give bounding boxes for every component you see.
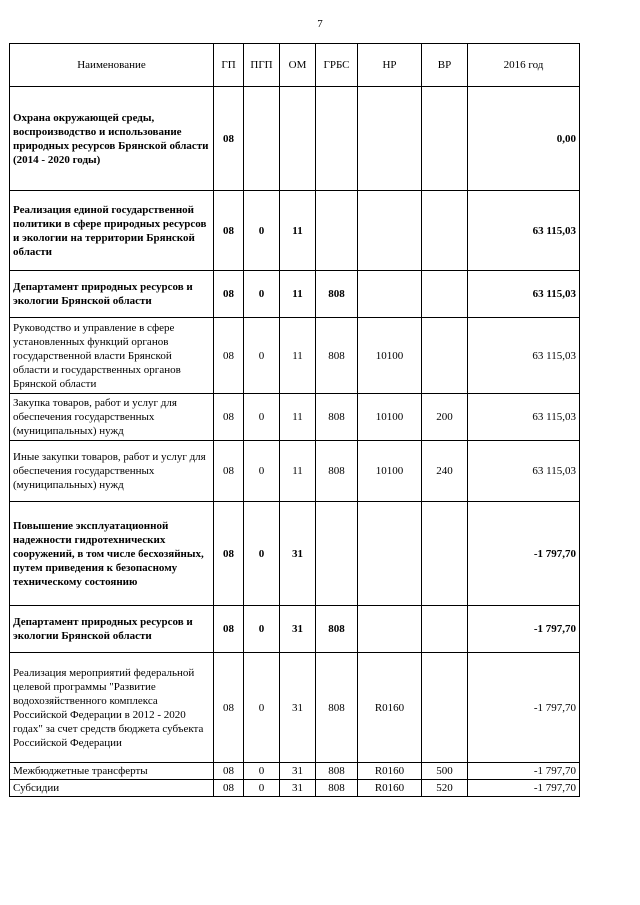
row-name: Департамент природных ресурсов и экологии Брянской области [10,606,214,653]
table-row [10,271,580,318]
table-row [10,780,580,797]
row-gp: 08 [214,394,244,441]
row-grbs [316,191,358,271]
row-grbs: 808 [316,441,358,502]
row-nr [358,502,422,606]
row-name: Субсидии [10,780,214,797]
row-amount: 63 115,03 [468,191,580,271]
row-pgp: 0 [244,441,280,502]
row-grbs: 808 [316,394,358,441]
row-amount: 63 115,03 [468,318,580,394]
row-name: Реализация мероприятий федеральной целевой программы "Развитие водохозяйственного комплекса Российской Федерации в 2012 - 2020 годах" за счет средств бюджета субъекта Российской Федерации [10,653,214,763]
header-name: Наименование [10,44,214,87]
row-gp: 08 [214,271,244,318]
row-name: Закупка товаров, работ и услуг для обеспечения государственных (муниципальных) нужд [10,394,214,441]
header-year: 2016 год [468,44,580,87]
row-amount: 63 115,03 [468,394,580,441]
row-gp: 08 [214,780,244,797]
table-row [10,318,580,394]
row-vr: 520 [422,780,468,797]
row-nr: 10100 [358,318,422,394]
row-name: Межбюджетные трансферты [10,763,214,780]
row-vr: 200 [422,394,468,441]
row-pgp: 0 [244,780,280,797]
row-amount: -1 797,70 [468,780,580,797]
row-vr: 500 [422,763,468,780]
row-name: Иные закупки товаров, работ и услуг для обеспечения государственных (муниципальных) нужд [10,441,214,502]
row-vr [422,271,468,318]
table-row [10,606,580,653]
row-om: 31 [280,763,316,780]
row-nr [358,191,422,271]
header-pgp: ПГП [244,44,280,87]
table-row [10,394,580,441]
row-grbs: 808 [316,763,358,780]
row-grbs: 808 [316,318,358,394]
row-gp: 08 [214,191,244,271]
table-row [10,653,580,763]
row-om: 31 [280,502,316,606]
row-amount: 63 115,03 [468,441,580,502]
row-grbs: 808 [316,271,358,318]
header-vr: ВР [422,44,468,87]
row-pgp: 0 [244,318,280,394]
row-gp: 08 [214,502,244,606]
row-name: Руководство и управление в сфере установленных функций органов государственной власти Брянской области и государственных органов Брянской области [10,318,214,394]
row-grbs: 808 [316,780,358,797]
page-number: 7 [317,18,323,30]
row-pgp: 0 [244,271,280,318]
row-om [280,87,316,191]
row-gp: 08 [214,763,244,780]
table-row [10,191,580,271]
row-amount: -1 797,70 [468,763,580,780]
row-vr [422,502,468,606]
row-nr [358,271,422,318]
budget-table [9,43,580,797]
row-amount: -1 797,70 [468,653,580,763]
row-gp: 08 [214,87,244,191]
header-nr: НР [358,44,422,87]
row-om: 11 [280,271,316,318]
row-pgp: 0 [244,191,280,271]
row-om: 11 [280,318,316,394]
row-pgp [244,87,280,191]
row-amount: -1 797,70 [468,606,580,653]
row-gp: 08 [214,318,244,394]
row-amount: 63 115,03 [468,271,580,318]
row-grbs: 808 [316,653,358,763]
row-vr [422,318,468,394]
row-vr [422,87,468,191]
row-pgp: 0 [244,763,280,780]
row-om: 11 [280,191,316,271]
table-row [10,763,580,780]
header-om: ОМ [280,44,316,87]
row-grbs: 808 [316,606,358,653]
header-grbs: ГРБС [316,44,358,87]
row-nr [358,87,422,191]
header-row [10,44,580,87]
row-om: 31 [280,606,316,653]
row-pgp: 0 [244,502,280,606]
row-vr [422,606,468,653]
row-vr [422,653,468,763]
row-pgp: 0 [244,653,280,763]
row-gp: 08 [214,653,244,763]
row-gp: 08 [214,606,244,653]
row-nr: R0160 [358,653,422,763]
row-om: 11 [280,441,316,502]
row-name: Департамент природных ресурсов и экологии Брянской области [10,271,214,318]
table-row [10,441,580,502]
row-nr: R0160 [358,763,422,780]
row-vr: 240 [422,441,468,502]
row-amount: 0,00 [468,87,580,191]
row-nr: R0160 [358,780,422,797]
row-amount: -1 797,70 [468,502,580,606]
row-vr [422,191,468,271]
table-row [10,87,580,191]
header-gp: ГП [214,44,244,87]
row-name: Повышение эксплуатационной надежности гидротехнических сооружений, в том числе бесхозяйных, путем приведения к безопасному техническому состоянию [10,502,214,606]
row-name: Охрана окружающей среды, воспроизводство и использование природных ресурсов Брянской области (2014 - 2020 годы) [10,87,214,191]
row-nr: 10100 [358,394,422,441]
row-om: 11 [280,394,316,441]
row-nr [358,606,422,653]
row-om: 31 [280,653,316,763]
row-name: Реализация единой государственной политики в сфере природных ресурсов и экологии на территории Брянской области [10,191,214,271]
row-pgp: 0 [244,394,280,441]
row-gp: 08 [214,441,244,502]
table-row [10,502,580,606]
row-grbs [316,87,358,191]
row-om: 31 [280,780,316,797]
row-grbs [316,502,358,606]
row-pgp: 0 [244,606,280,653]
row-nr: 10100 [358,441,422,502]
